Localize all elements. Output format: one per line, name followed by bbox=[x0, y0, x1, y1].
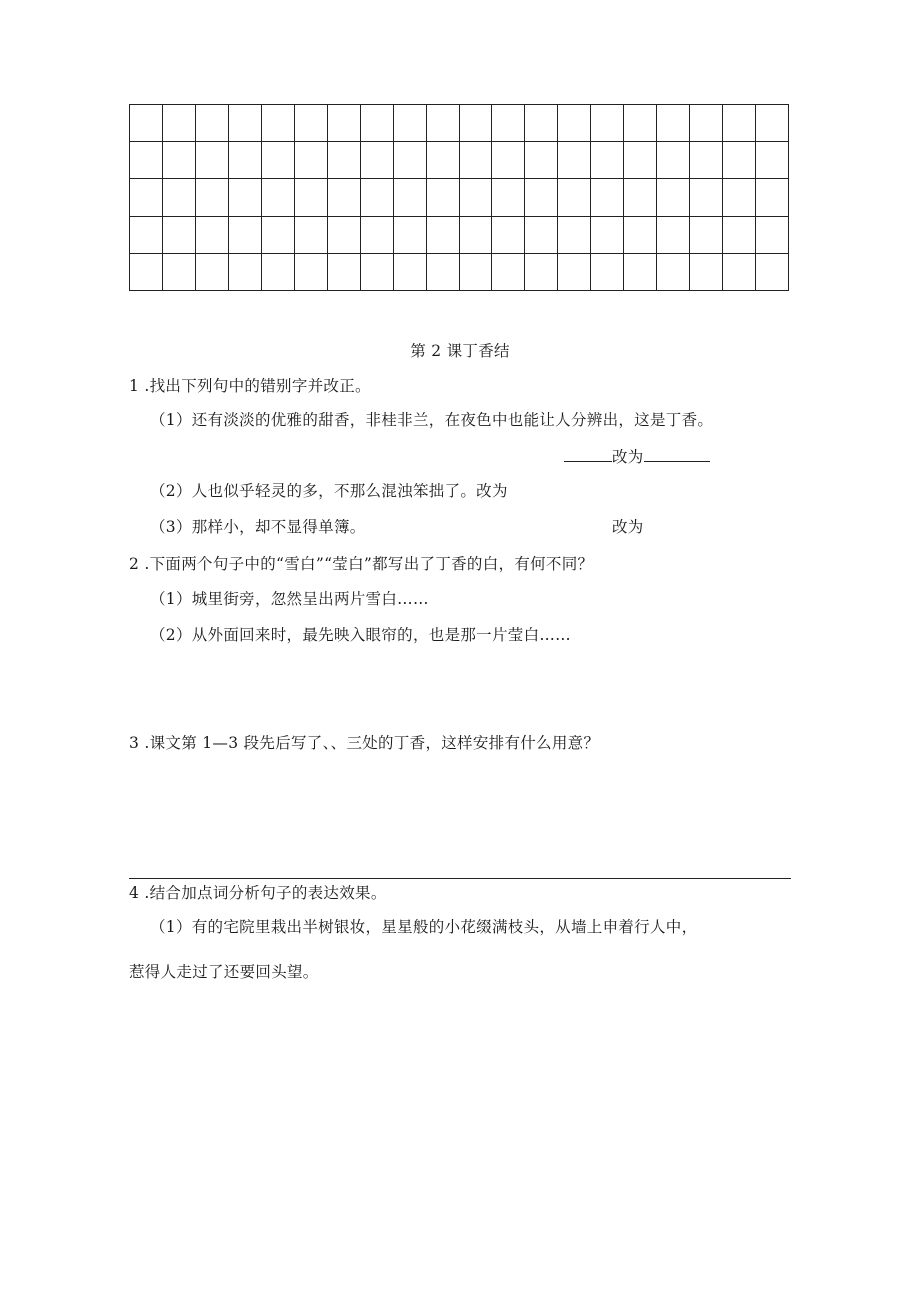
answer-divider-line bbox=[129, 878, 791, 879]
question-1-sentence-3: （3）那样小，却不显得单簿。 bbox=[150, 518, 366, 536]
grid-cell[interactable] bbox=[525, 179, 558, 216]
grid-cell[interactable] bbox=[624, 254, 657, 291]
grid-cell[interactable] bbox=[163, 254, 196, 291]
grid-cell[interactable] bbox=[262, 105, 295, 142]
grid-cell[interactable] bbox=[657, 254, 690, 291]
answer-label: 改为 bbox=[612, 448, 644, 466]
grid-cell[interactable] bbox=[591, 254, 624, 291]
grid-cell[interactable] bbox=[558, 217, 591, 254]
grid-cell[interactable] bbox=[229, 142, 262, 179]
grid-cell[interactable] bbox=[130, 254, 163, 291]
grid-cell[interactable] bbox=[427, 254, 460, 291]
question-2-sentence-2: （2）从外面回来时，最先映入眼帘的，也是那一片莹白…… bbox=[150, 626, 571, 644]
grid-cell[interactable] bbox=[492, 254, 525, 291]
grid-cell[interactable] bbox=[394, 142, 427, 179]
grid-cell[interactable] bbox=[492, 179, 525, 216]
grid-cell[interactable] bbox=[591, 142, 624, 179]
grid-cell[interactable] bbox=[591, 179, 624, 216]
grid-cell[interactable] bbox=[558, 105, 591, 142]
grid-cell[interactable] bbox=[756, 217, 789, 254]
grid-cell[interactable] bbox=[657, 217, 690, 254]
grid-cell[interactable] bbox=[130, 142, 163, 179]
question-1-answer-3-label: 改为 bbox=[612, 518, 644, 536]
grid-cell[interactable] bbox=[723, 254, 756, 291]
grid-cell[interactable] bbox=[624, 142, 657, 179]
grid-cell[interactable] bbox=[525, 254, 558, 291]
grid-cell[interactable] bbox=[690, 105, 723, 142]
question-1-answer-1 bbox=[564, 445, 710, 467]
answer-blank[interactable] bbox=[564, 445, 612, 462]
grid-cell[interactable] bbox=[361, 142, 394, 179]
grid-cell[interactable] bbox=[163, 179, 196, 216]
grid-cell[interactable] bbox=[196, 142, 229, 179]
grid-cell[interactable] bbox=[591, 217, 624, 254]
grid-cell[interactable] bbox=[130, 105, 163, 142]
grid-cell[interactable] bbox=[723, 105, 756, 142]
grid-cell[interactable] bbox=[196, 179, 229, 216]
grid-cell[interactable] bbox=[295, 105, 328, 142]
grid-cell[interactable] bbox=[394, 179, 427, 216]
question-2-prompt: 2 .下面两个句子中的“雪白”“莹白”都写出了丁香的白，有何不同？ bbox=[129, 555, 594, 573]
answer-blank[interactable] bbox=[644, 445, 710, 462]
grid-cell[interactable] bbox=[558, 254, 591, 291]
grid-cell[interactable] bbox=[624, 179, 657, 216]
grid-cell[interactable] bbox=[657, 142, 690, 179]
grid-cell[interactable] bbox=[361, 254, 394, 291]
grid-cell[interactable] bbox=[427, 142, 460, 179]
grid-cell[interactable] bbox=[624, 217, 657, 254]
grid-cell[interactable] bbox=[460, 179, 493, 216]
grid-cell[interactable] bbox=[328, 217, 361, 254]
grid-cell[interactable] bbox=[229, 254, 262, 291]
question-2-sentence-1: （1）城里街旁，忽然呈出两片雪白…… bbox=[150, 590, 429, 608]
grid-cell[interactable] bbox=[196, 105, 229, 142]
grid-cell[interactable] bbox=[229, 217, 262, 254]
question-4-prompt: 4 .结合加点词分析句子的表达效果。 bbox=[129, 884, 387, 902]
grid-cell[interactable] bbox=[558, 179, 591, 216]
question-4-sentence-1: （1）有的宅院里栽出半树银妆，星星般的小花缀满枝头，从墙上申着行人中， bbox=[150, 918, 698, 936]
grid-cell[interactable] bbox=[328, 105, 361, 142]
grid-cell[interactable] bbox=[756, 179, 789, 216]
grid-cell[interactable] bbox=[492, 142, 525, 179]
grid-cell[interactable] bbox=[492, 217, 525, 254]
grid-cell[interactable] bbox=[756, 254, 789, 291]
grid-cell[interactable] bbox=[163, 105, 196, 142]
grid-cell[interactable] bbox=[229, 105, 262, 142]
grid-cell[interactable] bbox=[690, 254, 723, 291]
grid-cell[interactable] bbox=[591, 105, 624, 142]
grid-cell[interactable] bbox=[657, 179, 690, 216]
grid-cell[interactable] bbox=[130, 179, 163, 216]
grid-cell[interactable] bbox=[460, 105, 493, 142]
grid-cell[interactable] bbox=[756, 105, 789, 142]
grid-cell[interactable] bbox=[328, 179, 361, 216]
grid-cell[interactable] bbox=[262, 179, 295, 216]
question-4-sentence-1-continued: 惹得人走过了还要回头望。 bbox=[129, 963, 319, 981]
grid-cell[interactable] bbox=[492, 105, 525, 142]
grid-cell[interactable] bbox=[525, 105, 558, 142]
question-3-prompt: 3 .课文第 1—3 段先后写了、、三处的丁香，这样安排有什么用意？ bbox=[129, 734, 600, 752]
grid-cell[interactable] bbox=[361, 217, 394, 254]
grid-cell[interactable] bbox=[460, 217, 493, 254]
grid-cell[interactable] bbox=[262, 217, 295, 254]
grid-cell[interactable] bbox=[690, 179, 723, 216]
question-1-sentence-1: （1）还有淡淡的优雅的甜香，非桂非兰，在夜色中也能让人分辨出，这是丁香。 bbox=[150, 411, 714, 429]
writing-grid bbox=[129, 104, 789, 291]
grid-cell[interactable] bbox=[394, 217, 427, 254]
lesson-title: 第 2 课丁香结 bbox=[410, 342, 510, 360]
grid-cell[interactable] bbox=[723, 179, 756, 216]
grid-cell[interactable] bbox=[657, 105, 690, 142]
grid-cell[interactable] bbox=[328, 142, 361, 179]
grid-cell[interactable] bbox=[723, 142, 756, 179]
question-1-prompt: 1 .找出下列句中的错别字并改正。 bbox=[129, 377, 371, 395]
grid-cell[interactable] bbox=[558, 142, 591, 179]
grid-cell[interactable] bbox=[394, 105, 427, 142]
grid-cell[interactable] bbox=[295, 179, 328, 216]
grid-cell[interactable] bbox=[460, 142, 493, 179]
grid-cell[interactable] bbox=[196, 254, 229, 291]
grid-cell[interactable] bbox=[328, 254, 361, 291]
grid-cell[interactable] bbox=[262, 142, 295, 179]
grid-cell[interactable] bbox=[525, 217, 558, 254]
grid-cell[interactable] bbox=[427, 217, 460, 254]
grid-cell[interactable] bbox=[525, 142, 558, 179]
grid-cell[interactable] bbox=[196, 217, 229, 254]
grid-cell[interactable] bbox=[361, 105, 394, 142]
grid-cell[interactable] bbox=[394, 254, 427, 291]
grid-cell[interactable] bbox=[427, 105, 460, 142]
grid-cell[interactable] bbox=[624, 105, 657, 142]
grid-cell[interactable] bbox=[295, 254, 328, 291]
grid-cell[interactable] bbox=[229, 179, 262, 216]
grid-cell[interactable] bbox=[427, 179, 460, 216]
grid-cell[interactable] bbox=[295, 217, 328, 254]
grid-cell[interactable] bbox=[690, 142, 723, 179]
grid-cell[interactable] bbox=[130, 217, 163, 254]
grid-cell[interactable] bbox=[690, 217, 723, 254]
grid-cell[interactable] bbox=[723, 217, 756, 254]
grid-cell[interactable] bbox=[262, 254, 295, 291]
question-1-sentence-2: （2）人也似乎轻灵的多，不那么混浊笨拙了。改为 bbox=[150, 482, 508, 500]
grid-cell[interactable] bbox=[756, 142, 789, 179]
grid-cell[interactable] bbox=[361, 179, 394, 216]
grid-cell[interactable] bbox=[460, 254, 493, 291]
grid-cell[interactable] bbox=[163, 142, 196, 179]
grid-cell[interactable] bbox=[295, 142, 328, 179]
grid-cell[interactable] bbox=[163, 217, 196, 254]
